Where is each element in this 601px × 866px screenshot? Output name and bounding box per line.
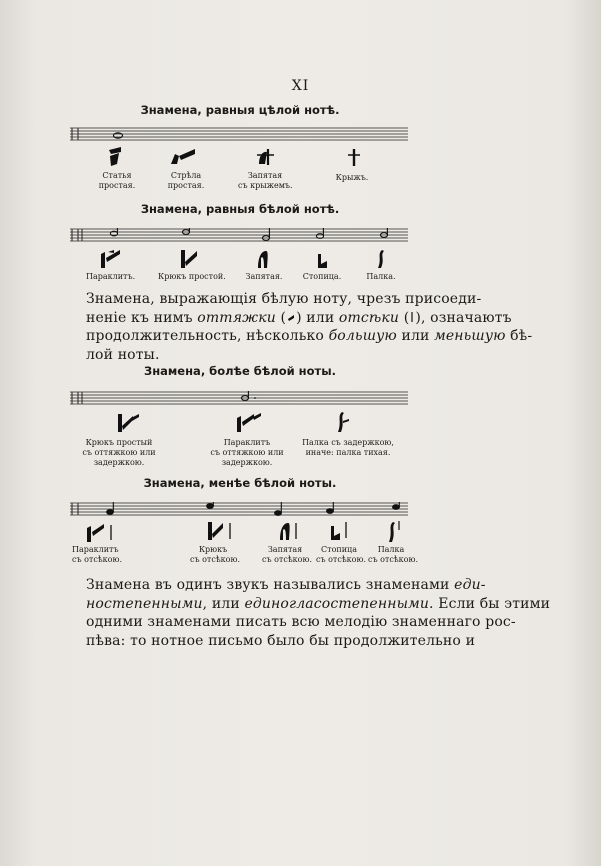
neume-stopitsa-icon [314,250,330,270]
neume-kryuk-ottyazhka-icon [115,412,143,434]
label-kryuk-otseka: Крюкъ съ отсѣкою. [190,545,240,564]
label-palka-otseka: Палка съ отсѣкою. [368,545,418,564]
label-stopitsa: Стопица. [302,272,342,281]
label-zapyataya-kryzh: Запятая съ крыжемъ. [238,171,293,190]
staff-3 [70,391,408,405]
staff-2 [70,228,408,242]
label-statya: Статья простая. [98,171,136,190]
heading-whole-note-neumes: Знамена, равныя цѣлой нотѣ. [140,103,340,117]
neume-zapyataya-icon [255,248,271,270]
neume-statya-icon [105,146,127,168]
neume-palka-zaderzhka-icon [333,410,353,434]
label-stopitsa-otseka: Стопица съ отсѣкою. [316,545,366,564]
label-palka: Палка. [366,272,396,281]
paragraph2-line2: ностепенными, или единогласостепенными. Если бы этими [86,595,551,612]
page-number: XI [291,78,310,94]
paragraph1-line2: неніе къ нимъ оттяжки ( ) или отсѣки ( ), означаютъ [86,309,512,326]
paragraph-white-note-extension: Знамена, выражающія бѣлую ноту, чрезъ присоеди- неніе къ нимъ оттяжки ( ) или отсѣки ( ), означаютъ продолжительность, нѣсколько большую или меньшую бѣ- лой ноты. [86,291,533,363]
paragraph1-line3: продолжительность, нѣсколько большую или меньшую бѣ- [86,328,533,345]
heading-shorter-than-white-note: Знамена, менѣе бѣлой ноты. [143,476,337,490]
staff-1 [70,127,408,141]
label-zapyataya-otseka: Запятая съ отсѣкою. [262,545,312,564]
neume-strela-icon [169,146,199,168]
label-paraklit-ottyazhka: Параклитъ съ оттяжкою или задержкою. [210,438,284,467]
neume-kryuk-otseka-icon [204,520,234,544]
paragraph-single-tone-neumes: Знамена въ одинъ звукъ назывались знаменами еди- ностепенными, или единогласостепенными. Если бы этими одними знаменами писать всю мелодію знаменнаго рос- пѣва: то нотное письмо было бы продолжительно и [86,577,551,649]
neume-zapyataya-kryzh-icon [254,146,276,168]
ottyazhka-icon [286,312,296,323]
label-paraklit: Параклитъ. [86,272,136,281]
neume-palka-otseka-icon [385,520,403,544]
neume-kryzh-icon [346,148,362,168]
label-strela: Стрѣла простая. [167,171,205,190]
neume-paraklit-otseka-icon [84,522,118,544]
heading-white-note-neumes: Знамена, равныя бѣлой нотѣ. [140,202,340,216]
neume-paraklit-icon [98,248,126,270]
label-kryuk-prostoy: Крюкъ простой. [158,272,226,281]
label-palka-tikhaya: Палка съ задержкою, иначе: палка тихая. [302,438,394,457]
heading-longer-than-white-note: Знамена, болѣе бѣлой ноты. [144,364,336,378]
neume-kryuk-prostoy-icon [177,248,201,270]
label-paraklit-otseka: Параклитъ съ отсѣкою. [72,545,122,564]
staff-4 [70,502,408,516]
neume-stopitsa-otseka-icon [327,520,351,544]
label-zapyataya: Запятая. [245,272,283,281]
label-kryzh: Крыжъ. [335,173,369,182]
paragraph2-line1: Знамена въ одинъ звукъ назывались знаменами еди- [86,577,486,593]
neume-paraklit-ottyazhka-icon [234,412,264,434]
neume-zapyataya-otseka-icon [277,520,301,544]
neume-palka-icon [373,248,387,270]
label-kryuk-ottyazhka: Крюкъ простый съ оттяжкою или задержкою. [82,438,156,467]
